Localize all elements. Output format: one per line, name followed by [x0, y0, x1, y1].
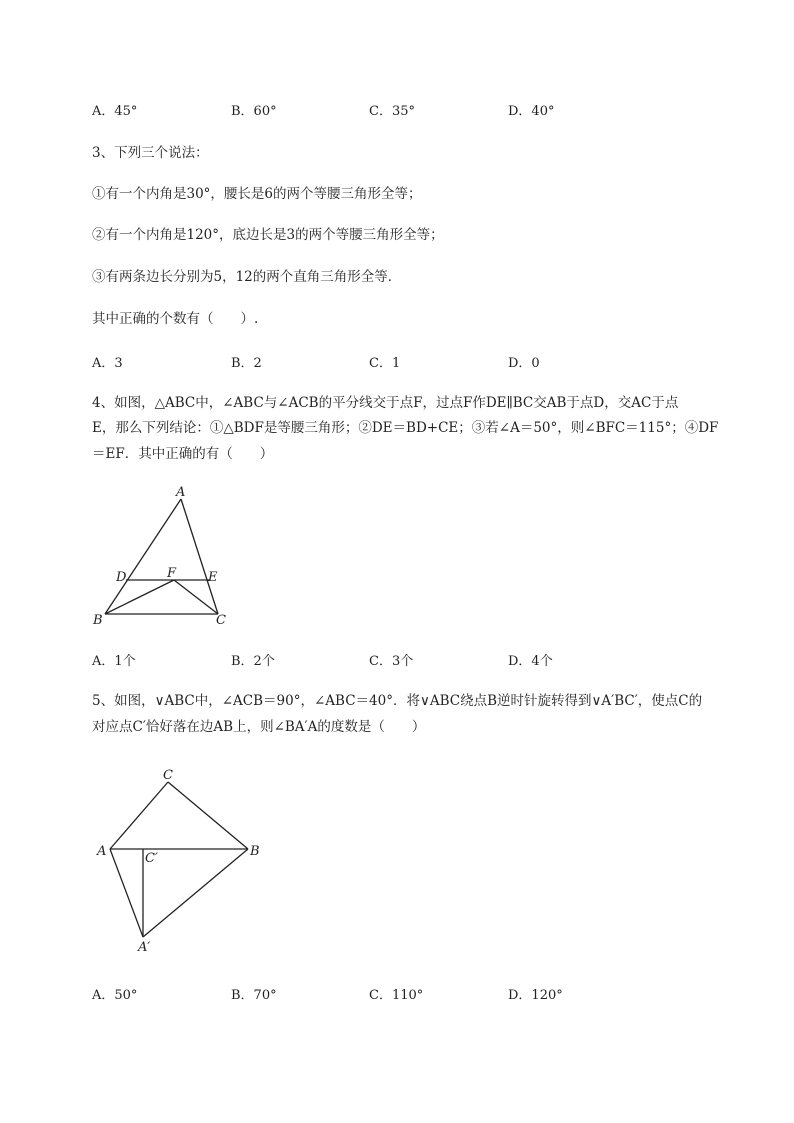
q4-label-e: E [208, 570, 218, 585]
q5-option-a[interactable]: A．50° [92, 988, 138, 1003]
q5-option-c[interactable]: C．110° [369, 988, 424, 1003]
q4-line-1: 4、如图，△ABC中，∠ABC与∠ACB的平分线交于点F，过点F作DE∥BC交AB于点D，交AC于点 [92, 395, 679, 411]
q5-side-cb [168, 782, 248, 849]
q5-label-c: C [163, 768, 173, 783]
q3-statement-1: ①有一个内角是30°，腰长是6的两个等腰三角形全等； [92, 186, 422, 202]
q4-segment-cf [174, 580, 218, 614]
q5-option-b[interactable]: B．70° [231, 988, 277, 1003]
q4-option-a[interactable]: A．1个 [92, 654, 136, 669]
q4-label-d: D [116, 570, 127, 585]
q3-option-c[interactable]: C．1 [369, 356, 401, 371]
q5-label-a: A [97, 844, 107, 859]
q5-option-d[interactable]: D．120° [508, 988, 563, 1003]
q3-question: 其中正确的个数有（ ）. [92, 311, 259, 327]
q3-stem: 3、下列三个说法： [92, 145, 209, 161]
q3-option-d[interactable]: D．0 [508, 356, 540, 371]
q5-label-c1: C′ [145, 851, 158, 866]
q4-option-b[interactable]: B．2个 [231, 654, 275, 669]
q5-options [92, 984, 692, 1004]
q4-line-2: E，那么下列结论：①△BDF是等腰三角形；②DE＝BD+CE；③若∠A＝50°，则∠BFC＝115°；④DF [92, 420, 719, 436]
q5-segment-a1b [143, 849, 248, 937]
q4-options [92, 650, 692, 670]
q5-label-b: B [250, 844, 260, 859]
q4-side-ac [181, 499, 218, 614]
q2-option-d[interactable]: D．40° [508, 104, 555, 119]
q4-option-c[interactable]: C．3个 [369, 654, 414, 669]
q5-label-a1: A′ [138, 940, 151, 955]
q4-label-f: F [167, 566, 177, 581]
q2-option-a[interactable]: A．45° [92, 104, 138, 119]
q5-side-ac [110, 782, 168, 849]
q4-line-3: ＝EF．其中正确的有（ ） [92, 446, 274, 462]
q3-option-a[interactable]: A．3 [92, 356, 123, 371]
q5-line-2: 对应点C′恰好落在边AB上，则∠BA′A的度数是（ ） [92, 719, 426, 735]
q4-label-b: B [93, 613, 103, 628]
q2-option-c[interactable]: C．35° [369, 104, 415, 119]
q4-option-d[interactable]: D．4个 [508, 654, 553, 669]
q4-label-c: C [216, 613, 226, 628]
q2-option-b[interactable]: B．60° [231, 104, 277, 119]
q3-statement-3: ③有两条边长分别为5，12的两个直角三角形全等． [92, 269, 402, 285]
q4-segment-bf [105, 580, 174, 614]
q3-statement-2: ②有一个内角是120°，底边长是3的两个等腰三角形全等； [92, 227, 444, 243]
q4-label-a: A [176, 485, 186, 500]
q5-line-1: 5、如图，∨ABC中，∠ACB＝90°，∠ABC＝40°．将∨ABC绕点B逆时针旋转得到∨A′BC′，使点C的 [92, 693, 703, 709]
q4-side-ab [105, 499, 181, 614]
q5-segment-aa1 [110, 849, 143, 937]
q3-option-b[interactable]: B．2 [231, 356, 262, 371]
